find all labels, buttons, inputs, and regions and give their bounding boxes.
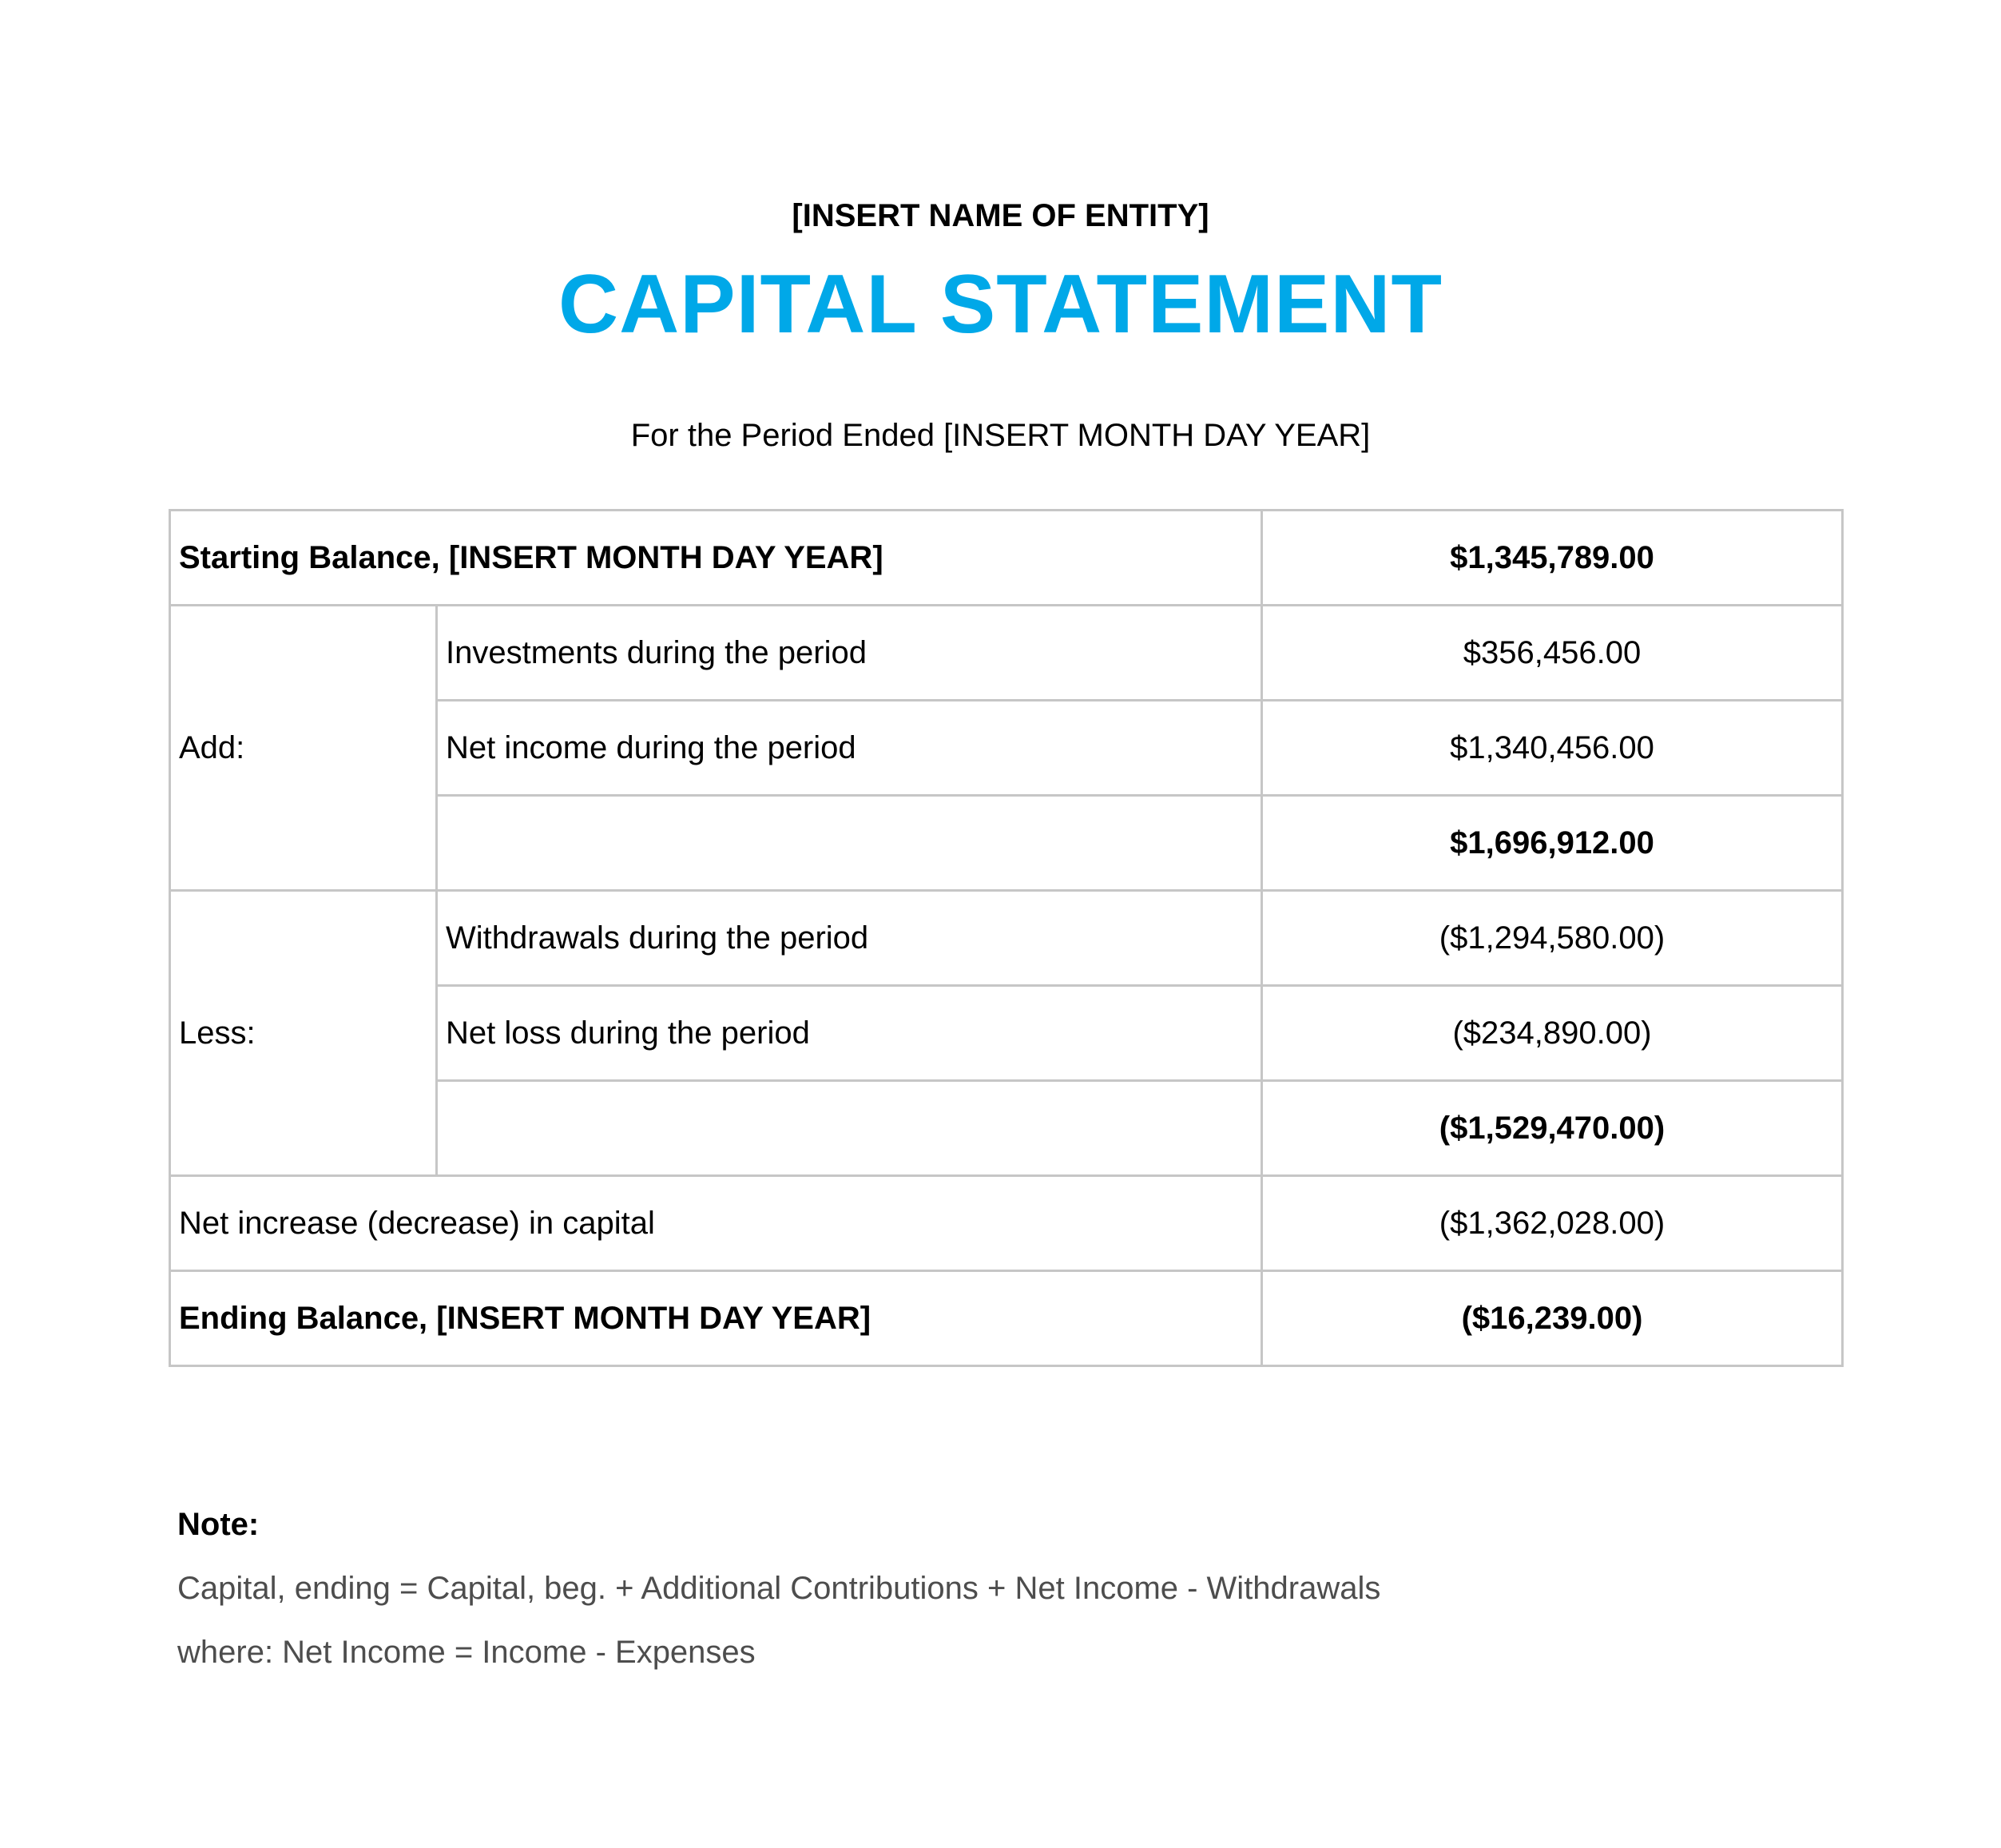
ending-balance-row	[170, 1271, 1843, 1366]
ending-balance-label: Ending Balance, [INSERT MONTH DAY YEAR]	[170, 1271, 1262, 1366]
note-formula-line: Capital, ending = Capital, beg. + Additional Contributions + Net Income - Withdrawals	[177, 1571, 1381, 1606]
less-subtotal-blank	[437, 1081, 1262, 1176]
less-item-label: Net loss during the period	[437, 986, 1262, 1081]
starting-balance-row	[170, 511, 1843, 606]
less-item-amount: ($1,294,580.00)	[1262, 891, 1843, 986]
add-section-label: Add:	[170, 606, 437, 891]
less-item-label: Withdrawals during the period	[437, 891, 1262, 986]
net-change-row	[170, 1176, 1843, 1271]
note-definition-line: where: Net Income = Income - Expenses	[177, 1635, 756, 1670]
net-change-amount: ($1,362,028.00)	[1262, 1176, 1843, 1271]
starting-balance-amount: $1,345,789.00	[1262, 511, 1843, 606]
add-row	[170, 606, 1843, 701]
add-subtotal-blank	[437, 796, 1262, 891]
add-item-label: Investments during the period	[437, 606, 1262, 701]
add-subtotal-amount: $1,696,912.00	[1262, 796, 1843, 891]
starting-balance-label: Starting Balance, [INSERT MONTH DAY YEAR]	[170, 511, 1262, 606]
add-item-label: Net income during the period	[437, 701, 1262, 796]
ending-balance-amount: ($16,239.00)	[1262, 1271, 1843, 1366]
note-label: Note:	[177, 1507, 260, 1542]
add-item-amount: $356,456.00	[1262, 606, 1843, 701]
document-title: CAPITAL STATEMENT	[558, 258, 1443, 351]
period-line: For the Period Ended [INSERT MONTH DAY YEAR]	[630, 418, 1371, 453]
entity-name: [INSERT NAME OF ENTITY]	[792, 198, 1209, 233]
net-change-label: Net increase (decrease) in capital	[170, 1176, 1262, 1271]
less-item-amount: ($234,890.00)	[1262, 986, 1843, 1081]
capital-statement-table	[169, 509, 1844, 1367]
less-subtotal-amount: ($1,529,470.00)	[1262, 1081, 1843, 1176]
less-section-label: Less:	[170, 891, 437, 1176]
add-item-amount: $1,340,456.00	[1262, 701, 1843, 796]
less-row	[170, 891, 1843, 986]
